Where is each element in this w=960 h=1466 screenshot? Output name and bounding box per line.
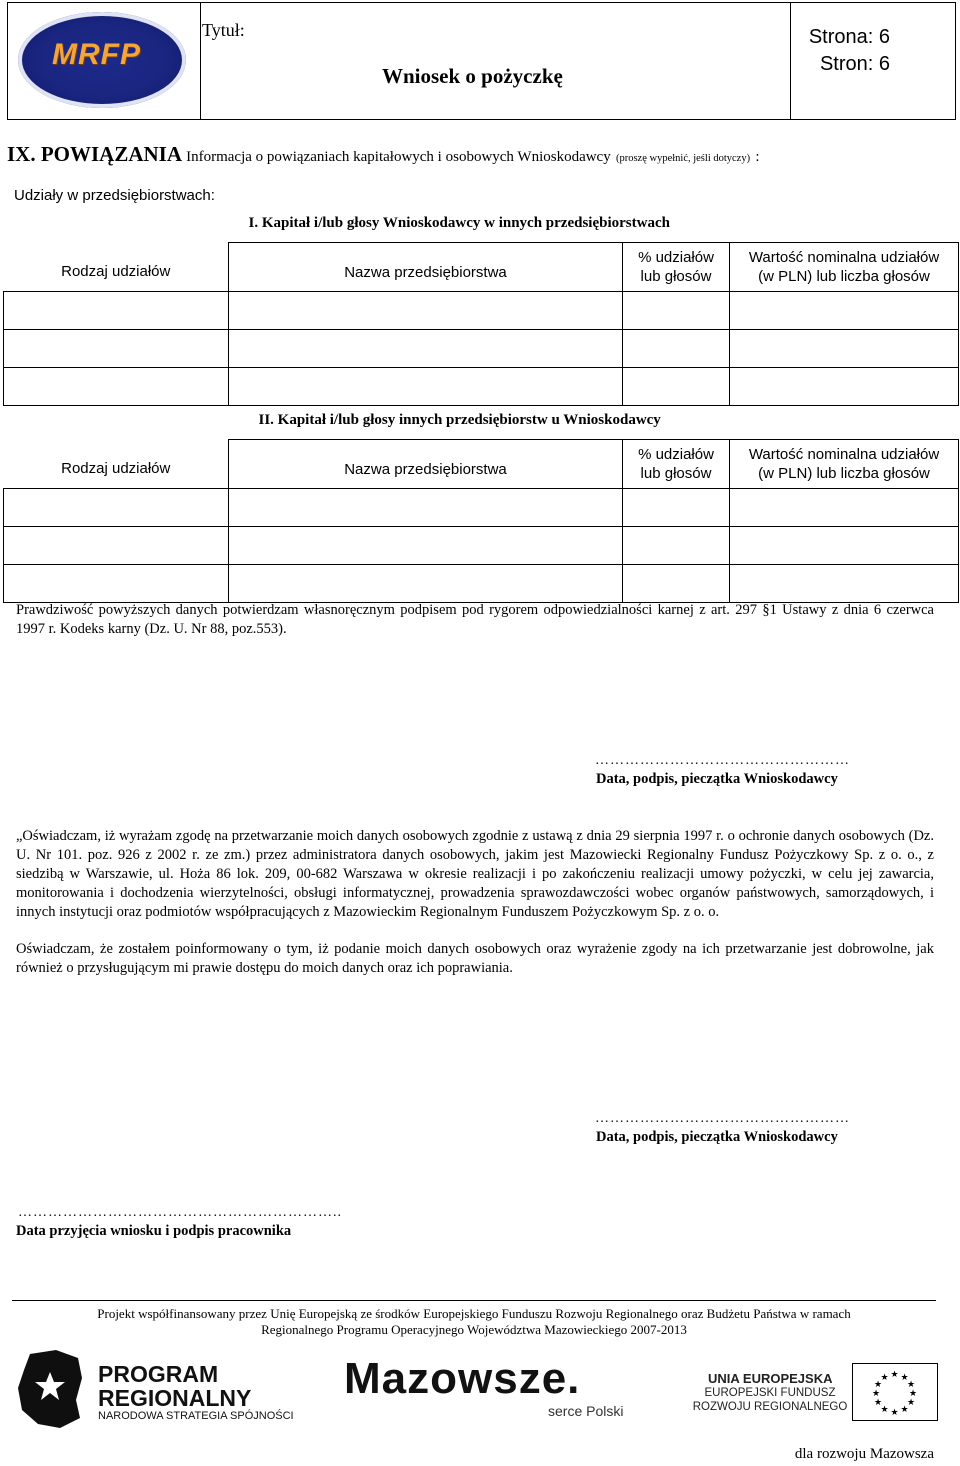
table-caption: II. Kapitał i/lub głosy innych przedsiębiorstw u Wnioskodawcy <box>229 402 959 440</box>
svg-text:★: ★ <box>880 1405 889 1415</box>
svg-text:★: ★ <box>906 1398 916 1408</box>
cell-percent[interactable] <box>623 330 730 368</box>
table-corner <box>4 402 229 440</box>
cell-percent[interactable] <box>623 527 730 565</box>
col-percent-line1: % udziałów <box>638 249 714 266</box>
title-label: Tytuł: <box>202 20 245 40</box>
cell-share-type[interactable] <box>4 330 229 368</box>
eu-line2: EUROPEJSKI FUNDUSZ <box>704 1387 836 1399</box>
cell-nominal-value[interactable] <box>730 330 959 368</box>
cell-company-name[interactable] <box>229 368 623 406</box>
program-sub: NARODOWA STRATEGIA SPÓJNOŚCI <box>98 1410 294 1422</box>
svg-text:★: ★ <box>906 1380 916 1390</box>
truth-statement: Prawdziwość powyższych danych potwierdzam własnoręcznym podpisem pod rygorem odpowiedzialności karnej z art. 297 §1 Ustawy z dnia 6 czerwca 1997 r. Kodeks karny (Dz. U. Nr 88, poz.553). <box>16 602 934 637</box>
program-regionalny-logo <box>16 1348 306 1430</box>
svg-text:★: ★ <box>873 1398 883 1408</box>
cell-company-name[interactable] <box>229 489 623 527</box>
cell-share-type[interactable] <box>4 489 229 527</box>
program-line1: PROGRAM <box>98 1361 219 1387</box>
col-value-line2: (w PLN) lub liczba głosów <box>758 465 930 482</box>
col-company-name: Nazwa przedsiębiorstwa <box>229 440 623 489</box>
page-current: Strona: 6 <box>808 26 890 48</box>
table-own-shares <box>3 205 959 406</box>
col-company-name: Nazwa przedsiębiorstwa <box>229 243 623 292</box>
svg-text:★: ★ <box>873 1380 883 1390</box>
cell-share-type[interactable] <box>4 292 229 330</box>
shares-label: Udziały w przedsiębiorstwach: <box>14 187 215 204</box>
bottom-tagline: dla rozwoju Mazowsza <box>794 1446 934 1462</box>
cell-nominal-value[interactable] <box>730 565 959 603</box>
col-percent-line1: % udziałów <box>638 446 714 463</box>
consent-information: Oświadczam, że zostałem poinformowany o tym, iż podanie moich danych osobowych oraz wyrażenie zgody na ich przetwarzanie jest dobrowolne, jak również o przysługującym mi prawie dostępu do moich danych oraz ich poprawiania. <box>16 941 934 976</box>
cell-nominal-value[interactable] <box>730 368 959 406</box>
footer-divider <box>12 1300 936 1301</box>
footer-cofinancing <box>12 1306 936 1338</box>
signature-dots: …………………………………………… <box>595 1111 850 1126</box>
table-row <box>4 330 959 368</box>
table-row <box>4 565 959 603</box>
section-hint: (proszę wypełnić, jeśli dotyczy) <box>615 153 751 164</box>
cell-company-name[interactable] <box>229 527 623 565</box>
cell-percent[interactable] <box>623 292 730 330</box>
svg-text:★: ★ <box>900 1405 909 1415</box>
section-colon: : <box>755 149 760 165</box>
section-name: POWIĄZANIA <box>40 142 181 166</box>
col-percent-line2: lub głosów <box>640 465 712 482</box>
col-percent-line2: lub głosów <box>640 268 712 285</box>
cell-company-name[interactable] <box>229 565 623 603</box>
cell-share-type[interactable] <box>4 368 229 406</box>
mazowsze-logo: Mazowsze. <box>344 1354 581 1403</box>
svg-text:★: ★ <box>900 1373 909 1383</box>
cell-percent[interactable] <box>623 565 730 603</box>
table-row <box>4 292 959 330</box>
table-corner <box>4 205 229 243</box>
signature-label: Data, podpis, pieczątka Wnioskodawcy <box>596 771 838 787</box>
poland-map-icon <box>16 1348 86 1430</box>
col-nominal-value <box>730 440 959 489</box>
program-line2: REGIONALNY <box>98 1385 252 1411</box>
document-title: Wniosek o pożyczkę <box>382 64 563 88</box>
cell-nominal-value[interactable] <box>730 489 959 527</box>
table-row <box>4 527 959 565</box>
cell-percent[interactable] <box>623 368 730 406</box>
signature-dots: ……………………………………………………….. <box>18 1205 342 1220</box>
cell-nominal-value[interactable] <box>730 527 959 565</box>
table-row <box>4 489 959 527</box>
cell-company-name[interactable] <box>229 330 623 368</box>
cell-share-type[interactable] <box>4 527 229 565</box>
logo-cell <box>8 3 201 119</box>
col-value-line1: Wartość nominalna udziałów <box>748 446 940 463</box>
table-row <box>4 368 959 406</box>
mrfp-logo-text: MRFP <box>52 38 141 71</box>
mazowsze-subtitle: serce Polski <box>548 1403 624 1419</box>
eu-subtitle <box>690 1386 850 1414</box>
page-total: Stron: 6 <box>819 53 890 75</box>
svg-text:★: ★ <box>908 1389 918 1399</box>
svg-text:★: ★ <box>880 1373 889 1383</box>
table-caption: I. Kapitał i/lub głosy Wnioskodawcy w innych przedsiębiorstwach <box>229 205 959 243</box>
col-share-type: Rodzaj udziałów <box>4 243 229 292</box>
eu-flag-icon <box>852 1363 938 1421</box>
section-number: IX. <box>7 142 36 166</box>
page-indicator <box>809 24 890 78</box>
footer-line1: Projekt współfinansowany przez Unię Europejską ze środków Europejskiego Funduszu Rozwoju Regionalnego oraz Budżetu Państwa w ramach <box>97 1306 851 1321</box>
cell-share-type[interactable] <box>4 565 229 603</box>
col-percent <box>623 243 730 292</box>
svg-text:★: ★ <box>890 1408 899 1418</box>
signature-dots: …………………………………………… <box>595 753 850 768</box>
cell-company-name[interactable] <box>229 292 623 330</box>
col-nominal-value <box>730 243 959 292</box>
footer-line2: Regionalnego Programu Operacyjnego Województwa Mazowieckiego 2007-2013 <box>261 1322 687 1337</box>
cell-nominal-value[interactable] <box>730 292 959 330</box>
col-share-type: Rodzaj udziałów <box>4 440 229 489</box>
col-value-line2: (w PLN) lub liczba głosów <box>758 268 930 285</box>
employee-signature-label: Data przyjęcia wniosku i podpis pracownika <box>16 1223 292 1239</box>
col-percent <box>623 440 730 489</box>
consent-data-processing: „Oświadczam, iż wyrażam zgodę na przetwarzanie moich danych osobowych zgodnie z ustawą z dnia 29 sierpnia 1997 r. o ochronie danych osobowych (Dz. U. Nr 101. poz. 926 z 2002 r. ze zm.) przez administratora danych osobowych, jakim jest Mazowiecki Regionalny Fundusz Pożyczkowy Sp. z o. o., z siedzibą w Warszawie, ul. Hoża 86 lok. 209, 00-682 Warszawa w okresie realizacji i po zakończeniu realizacji umowy pożyczki, w celu jej zawarcia, monitorowania i dochodzenia wierzytelności, obsługi informatycznej, prowadzenia sprawozdawczości wobec organów państwowych, samorządowych, i innych instytucji oraz podmiotów współpracujących z Mazowieckim Regionalnym Funduszem Pożyczkowym Sp. z o. o. <box>16 828 934 920</box>
svg-text:★: ★ <box>890 1370 899 1380</box>
col-value-line1: Wartość nominalna udziałów <box>748 249 940 266</box>
svg-text:★: ★ <box>871 1389 881 1399</box>
cell-percent[interactable] <box>623 489 730 527</box>
section-heading <box>7 142 760 167</box>
eu-line3: ROZWOJU REGIONALNEGO <box>692 1401 848 1413</box>
section-description: Informacja o powiązaniach kapitałowych i osobowych Wnioskodawcy <box>186 149 611 165</box>
eu-title: UNIA EUROPEJSKA <box>708 1371 833 1386</box>
signature-label: Data, podpis, pieczątka Wnioskodawcy <box>596 1129 838 1145</box>
table-others-shares <box>3 402 959 603</box>
